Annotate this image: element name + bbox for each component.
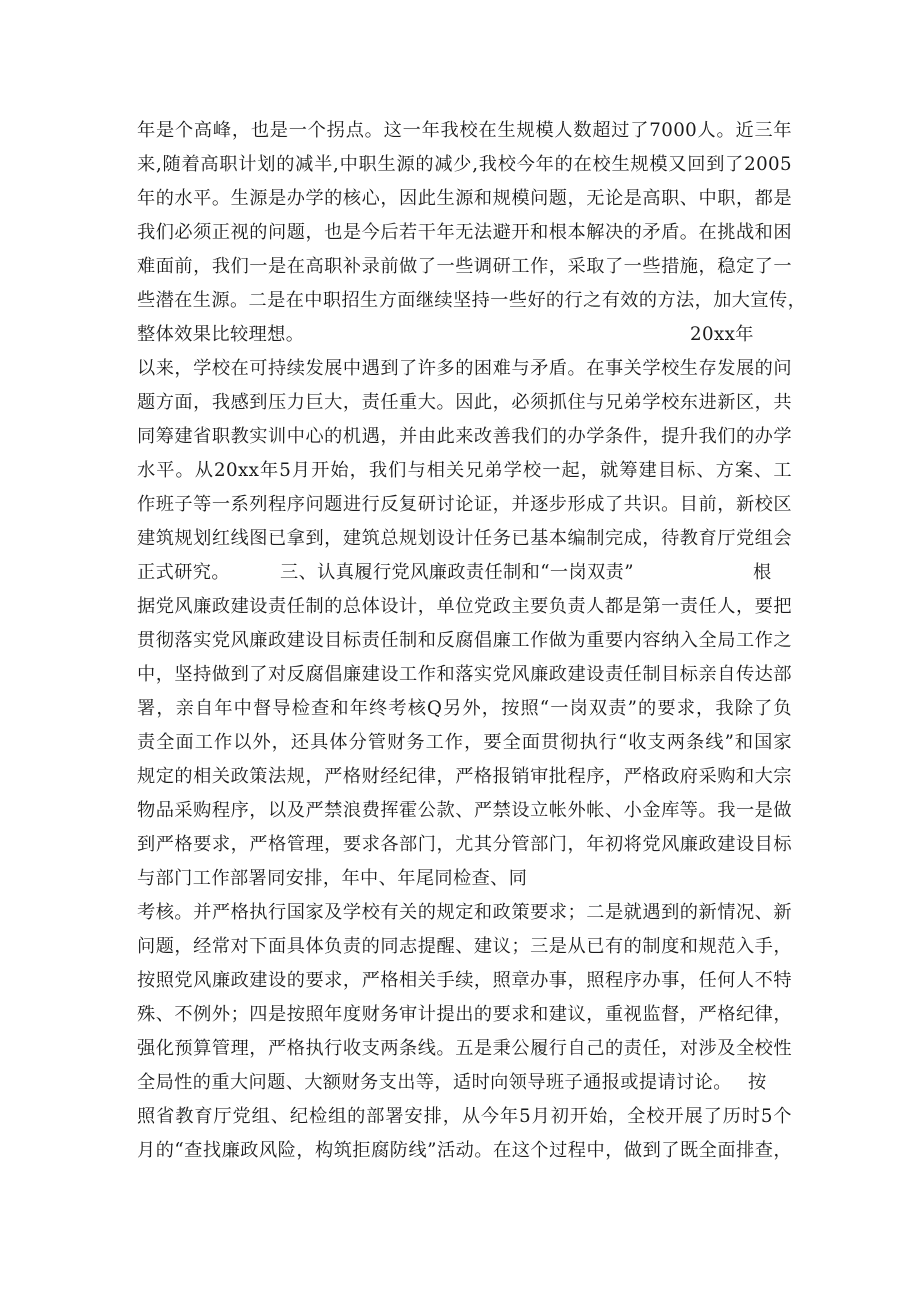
- text-line: 规定的相关政策法规，严格财经纪律，严格报销审批程序，严格政府采购和大宗: [137, 766, 792, 787]
- text-line: 按: [748, 1072, 767, 1093]
- text-line: 物品采购程序，以及严禁浪费挥霍公款、严禁设立帐外帐、小金库等。我一是做: [137, 800, 792, 821]
- text-line: 根: [753, 562, 772, 583]
- text-line: 与部门工作部署同安排，年中、年尾同检查、同: [137, 868, 528, 889]
- text-line: 照省教育厅党组、纪检组的部署安排，从今年5月初开始，全校开展了历时5个: [137, 1106, 792, 1127]
- text-line: 些潜在生源。二是在中职招生方面继续坚持一些好的行之有效的方法，加大宣传，: [137, 290, 807, 311]
- text-line: 殊、不例外；四是按照年度财务审计提出的要求和建议，重视监督，严格纪律，: [137, 1004, 792, 1025]
- text-line: 强化预算管理，严格执行收支两条线。五是秉公履行自己的责任，对涉及全校性: [137, 1038, 792, 1059]
- text-line: 难面前，我们一是在高职补录前做了一些调研工作，采取了一些措施，稳定了一: [137, 256, 792, 277]
- text-line: 问题，经常对下面具体负责的同志提醒、建议；三是从已有的制度和规范入手，: [137, 936, 792, 957]
- text-line: 据党风廉政建设责任制的总体设计，单位党政主要负责人都是第一责任人，要把: [137, 596, 792, 617]
- text-line: 月的“查找廉政风险，构筑拒腐防线”活动。在这个过程中，做到了既全面排查，: [137, 1140, 792, 1161]
- text-line: 署，亲自年中督导检查和年终考核Q另外，按照“一岗双责”的要求，我除了负: [137, 698, 792, 719]
- text-line: 年是个高峰，也是一个拐点。这一年我校在生规模人数超过了7000人。近三年: [137, 120, 792, 141]
- text-line: 水平。从20xx年5月开始，我们与相关兄弟学校一起，就筹建目标、方案、工: [137, 460, 792, 481]
- text-line: 责全面工作以外，还具体分管财务工作，要全面贯彻执行“收支两条线”和国家: [137, 732, 792, 753]
- text-line: 来,随着高职计划的减半,中职生源的减少,我校今年的在校生规模又回到了2005: [137, 154, 792, 175]
- text-line: 以来，学校在可持续发展中遇到了许多的困难与矛盾。在事关学校生存发展的问: [137, 358, 792, 379]
- text-line: 整体效果比较理想。: [137, 324, 305, 345]
- text-line: 到严格要求，严格管理，要求各部门，尤其分管部门，年初将党风廉政建设目标: [137, 834, 792, 855]
- text-line: 题方面，我感到压力巨大，责任重大。因此，必须抓住与兄弟学校东进新区，共: [137, 392, 792, 413]
- text-line: 全局性的重大问题、大额财务支出等，适时向领导班子通报或提请讨论。: [137, 1072, 732, 1093]
- text-line: 建筑规划红线图已拿到，建筑总规划设计任务已基本编制完成，待教育厅党组会: [137, 528, 792, 549]
- text-line: 按照党风廉政建设的要求，严格相关手续，照章办事，照程序办事，任何人不特: [137, 970, 792, 991]
- text-line: 考核。并严格执行国家及学校有关的规定和政策要求；二是就遇到的新情况、新: [137, 902, 792, 923]
- text-line: 20xx年: [690, 324, 754, 345]
- text-line: 同筹建省职教实训中心的机遇，并由此来改善我们的办学条件，提升我们的办学: [137, 426, 792, 447]
- text-line: 我们必须正视的问题，也是今后若干年无法避开和根本解决的矛盾。在挑战和困: [137, 222, 792, 243]
- text-line: 贯彻落实党风廉政建设目标责任制和反腐倡廉工作做为重要内容纳入全局工作之: [137, 630, 792, 651]
- text-line: 正式研究。: [137, 562, 230, 583]
- text-line: 中，坚持做到了对反腐倡廉建设工作和落实党风廉政建设责任制目标亲自传达部: [137, 664, 792, 685]
- section-heading: 三、认真履行党风廉政责任制和“一岗双责”: [280, 562, 634, 583]
- text-line: 作班子等一系列程序问题进行反复研讨论证，并逐步形成了共识。目前，新校区: [137, 494, 792, 515]
- text-line: 年的水平。生源是办学的核心，因此生源和规模问题，无论是高职、中职，都是: [137, 188, 792, 209]
